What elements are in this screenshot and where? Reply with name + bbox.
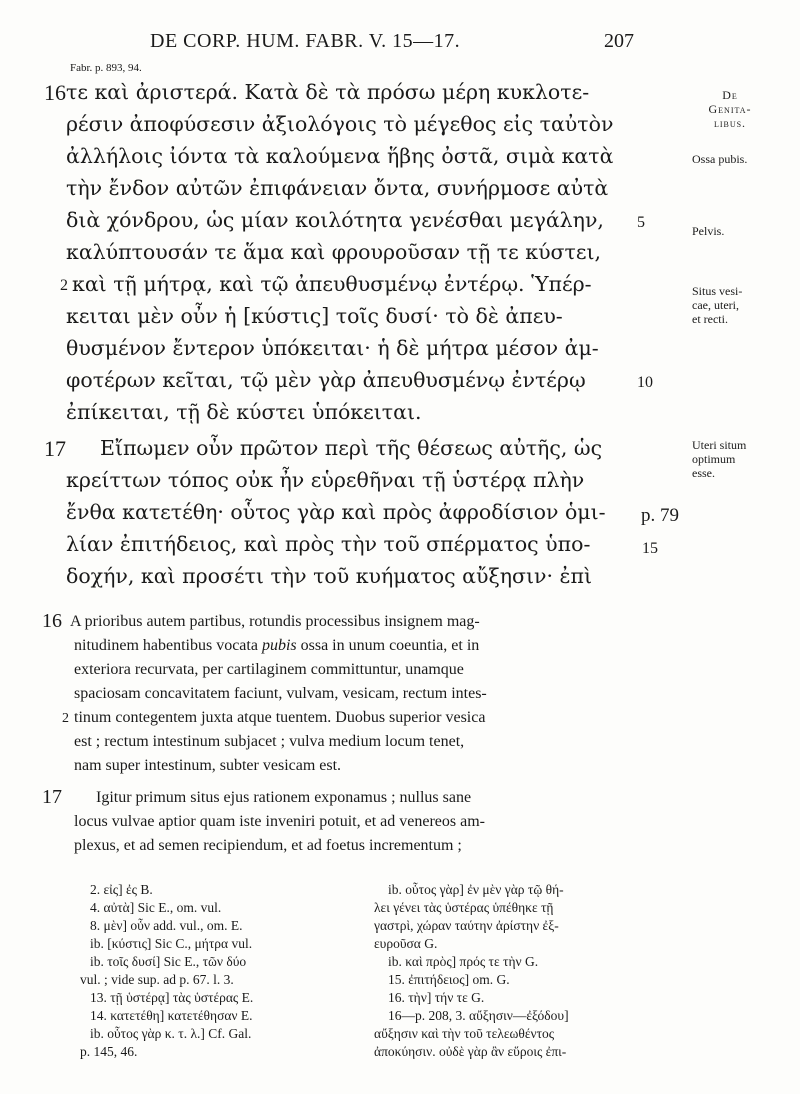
source-reference: Fabr. p. 893, 94. (70, 62, 142, 74)
line-number: 2 (60, 277, 68, 294)
footnote: 14. κατετέθη] κατετέθησαν E. (90, 1008, 253, 1023)
line-number: 10 (637, 374, 653, 391)
latin-text: ossa in unum coeuntia, et in (296, 637, 480, 654)
latin-line: locus vulvae aptior quam iste inveniri potuit, et ad venereos am- (74, 813, 485, 830)
footnote: ib. τοῖς δυσί] Sic E., τῶν δύο (90, 954, 247, 969)
line-number: 2 (62, 711, 69, 726)
page-cross-reference: p. 79 (641, 505, 679, 526)
greek-line: ἐπίκειται, τῇ δὲ κύστει ὑπόκειται. (66, 400, 422, 424)
sidenote-ossa-pubis: Ossa pubis. (692, 152, 748, 166)
footnote: ευροῦσα G. (374, 936, 438, 951)
footnote: ἀποκύησιν. οὐδὲ γὰρ ἂν εὕροις ἐπι- (374, 1044, 567, 1059)
greek-line: κρείττων τόπος οὐκ ἦν εὑρεθῆναι τῇ ὑστέρᾳ πλὴν (66, 468, 585, 492)
footnote: 15. ἐπιτήδειος] om. G. (388, 972, 510, 987)
sidenote-line: Genita- (708, 102, 752, 116)
sidenote-situs (692, 284, 742, 326)
sidenote-line: cae, uteri, (692, 298, 739, 312)
greek-line: δοχήν, καὶ προσέτι τὴν τοῦ κυήματος αὔξησιν· ἐπὶ (66, 564, 593, 588)
greek-line: τε καὶ ἀριστερά. Κατὰ δὲ τὰ πρόσω μέρη κυκλοτε- (66, 80, 590, 104)
footnote: ib. οὗτος γὰρ] ἐν μὲν γὰρ τῷ θή- (388, 882, 564, 897)
greek-line: λίαν ἐπιτήδειος, καὶ πρὸς τὴν τοῦ σπέρματος ὑπο- (66, 532, 591, 556)
greek-line: διὰ χόνδρου, ὡς μίαν κοιλότητα γενέσθαι μεγάλην, (66, 208, 604, 232)
footnote: 2. εἰς] ἐς B. (90, 882, 153, 897)
line-number: 5 (637, 214, 645, 231)
greek-section-number-16: 16 (44, 80, 66, 105)
footnote: ib. [κύστις] Sic C., μήτρα vul. (90, 936, 253, 951)
greek-line: κειται μὲν οὖν ἡ [κύστις] τοῖς δυσί· τὸ δὲ ἀπευ- (66, 304, 563, 328)
greek-line: καλύπτουσάν τε ἅμα καὶ φρουροῦσαν τῇ τε κύστει, (66, 240, 602, 264)
line-number: 15 (642, 540, 658, 557)
sidenote-line: esse. (692, 466, 715, 480)
footnote: 8. μὲν] οὖν add. vul., om. E. (90, 918, 243, 933)
greek-line: ἀλλήλοις ἰόντα τὰ καλούμενα ἥβης ὀστᾶ, σιμὰ κατὰ (66, 144, 614, 168)
footnote: γαστρὶ, χώραν ταύτην ἀρίστην ἐξ- (374, 918, 559, 933)
greek-section-number-17: 17 (44, 436, 66, 461)
footnote: ib. οὗτος γὰρ κ. τ. λ.] Cf. Gal. (90, 1026, 252, 1041)
sidenote-de-genitalibus (690, 88, 770, 130)
latin-line: tinum contegentem juxta atque tuentem. Duobus superior vesica (74, 709, 486, 726)
sidenote-line: Uteri situm (692, 438, 747, 452)
latin-emphasis: pubis (261, 637, 297, 654)
greek-line: ρέσιν ἀποφύσεσιν ἀξιολόγοις τὸ μέγεθος εἰς ταὐτὸν (66, 112, 614, 136)
sidenote-pelvis: Pelvis. (692, 224, 725, 238)
sidenote-line: optimum (692, 452, 736, 466)
latin-section-number-16: 16 (42, 610, 62, 632)
latin-line: Igitur primum situs ejus rationem exponamus ; nullus sane (96, 789, 472, 806)
footnote: p. 145, 46. (80, 1044, 138, 1059)
sidenote-uteri-situm (692, 438, 746, 480)
latin-line: exteriora recurvata, per cartilaginem committuntur, unamque (74, 661, 464, 678)
sidenote-line: et recti. (692, 312, 728, 326)
sidenote-line: De (722, 88, 738, 102)
latin-line: nam super intestinum, subter vesicam est. (74, 757, 342, 774)
latin-line: spaciosam concavitatem faciunt, vulvam, vesicam, rectum intes- (74, 685, 487, 702)
page-number: 207 (604, 30, 634, 52)
footnote: 13. τῇ ὑστέρᾳ] τὰς ὑστέρας E. (90, 990, 254, 1005)
footnote: vul. ; vide sup. ad p. 67. l. 3. (80, 972, 234, 987)
greek-line: φοτέρων κεῖται, τῷ μὲν γὰρ ἀπευθυσμένῳ ἐντέρῳ (66, 368, 586, 392)
greek-line: τὴν ἔνδον αὐτῶν ἐπιφάνειαν ὄντα, συνήρμοσε αὐτὰ (66, 176, 609, 200)
footnote: ib. καὶ πρὸς] πρός τε τὴν G. (388, 954, 539, 969)
greek-line: καὶ τῇ μήτρᾳ, καὶ τῷ ἀπευθυσμένῳ ἐντέρῳ. Ὑπέρ- (72, 272, 592, 296)
latin-section-number-17: 17 (42, 786, 62, 808)
footnote: 16—p. 208, 3. αὔξησιν—ἐξόδου] (388, 1008, 569, 1023)
latin-line: A prioribus autem partibus, rotundis processibus insignem mag- (70, 613, 480, 630)
latin-line: est ; rectum intestinum subjacet ; vulva medium locum tenet, (74, 733, 465, 750)
footnote: 16. τὴν] τήν τε G. (388, 990, 485, 1005)
latin-text: nitudinem habentibus vocata (74, 637, 262, 654)
sidenote-line: libus. (713, 116, 747, 130)
sidenote-line: Situs vesi- (692, 284, 743, 298)
greek-line: Εἴπωμεν οὖν πρῶτον περὶ τῆς θέσεως αὐτῆς, ὡς (100, 436, 603, 460)
greek-line: θυσμένον ἔντερον ὑπόκειται· ἡ δὲ μήτρα μέσον ἀμ- (66, 336, 599, 360)
footnote: 4. αὐτὰ] Sic E., om. vul. (90, 900, 222, 915)
greek-line: ἔνθα κατετέθη· οὗτος γὰρ καὶ πρὸς ἀφροδίσιον ὁμι- (66, 500, 606, 524)
latin-line (74, 637, 479, 655)
footnote: αὔξησιν καὶ τὴν τοῦ τελεωθέντος (374, 1026, 555, 1041)
running-header: DE CORP. HUM. FABR. V. 15—17. (150, 30, 461, 52)
footnote: λει γένει τὰς ὑστέρας ὑπέθηκε τῇ (374, 900, 554, 915)
latin-line: plexus, et ad semen recipiendum, et ad foetus incrementum ; (74, 837, 462, 854)
